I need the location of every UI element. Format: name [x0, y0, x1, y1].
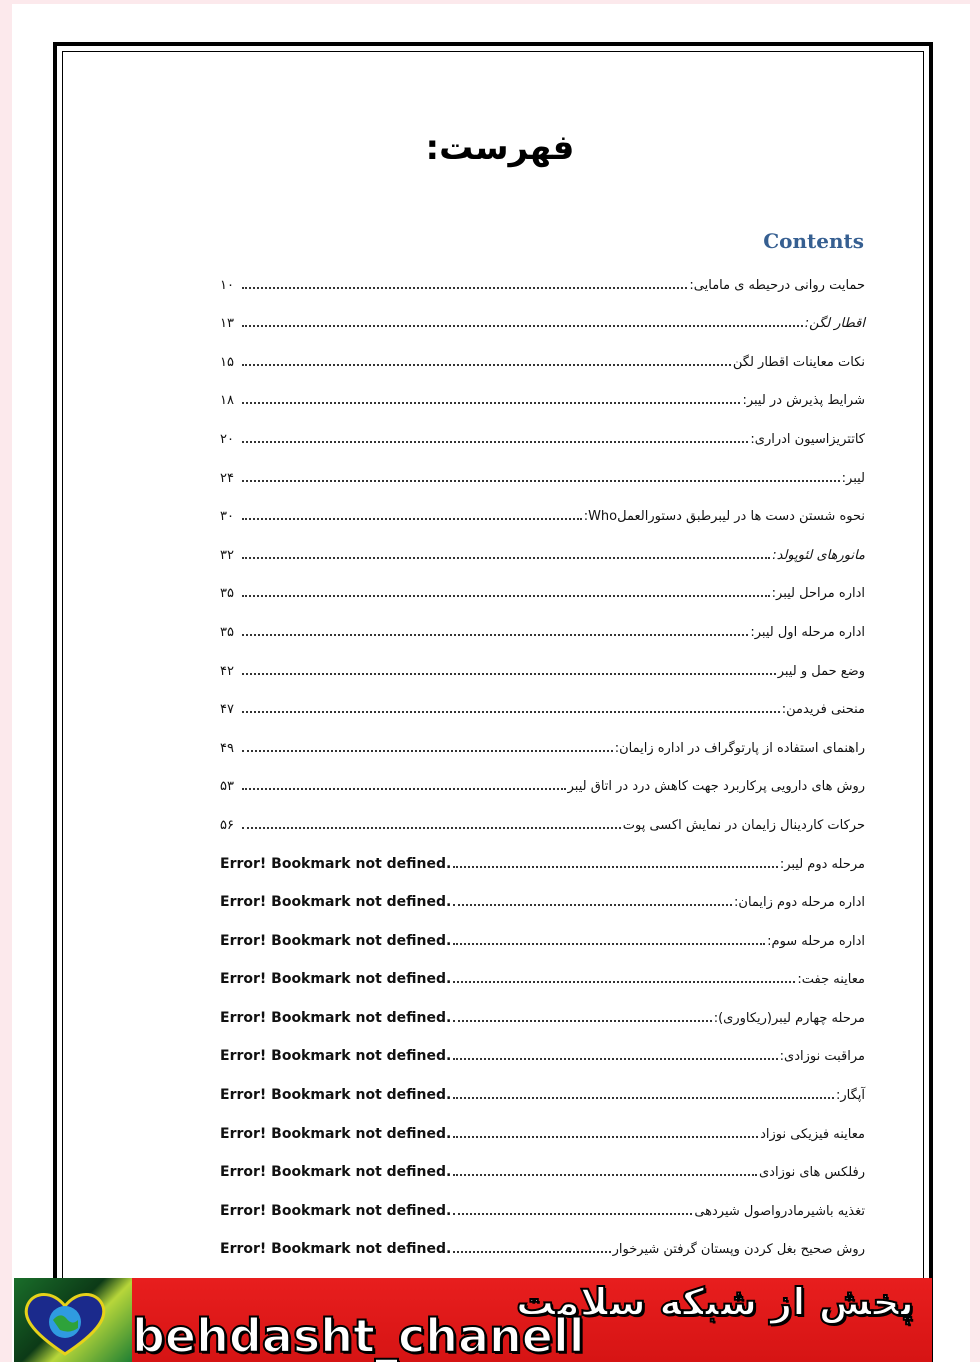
toc-entry[interactable]: [220, 494, 865, 533]
toc-entry[interactable]: [220, 687, 865, 726]
toc-dot-leader: [242, 788, 566, 790]
banner-channel-name: behdasht_chanell: [132, 1309, 585, 1362]
toc-dot-leader: [242, 325, 803, 327]
toc-dot-leader: [242, 441, 748, 443]
toc-entry-label: حرکات کاردینال زایمان در نمایش اکسی پوت: [622, 817, 865, 833]
toc-dot-leader: [242, 673, 776, 675]
toc-dot-leader: [242, 711, 780, 713]
toc-entry[interactable]: [220, 880, 865, 919]
toc-entry-page: ۵۳: [220, 779, 234, 795]
toc-entry-page: Error! Bookmark not defined.: [220, 932, 452, 949]
toc-dot-leader: [453, 1136, 758, 1138]
contents-heading: Contents: [763, 229, 864, 253]
page-title: فهرست:: [425, 128, 575, 168]
toc-dot-leader: [242, 518, 582, 520]
toc-entry-page: Error! Bookmark not defined.: [220, 1241, 452, 1258]
toc-entry-page: Error! Bookmark not defined.: [220, 1087, 452, 1104]
toc-entry-page: ۳۵: [220, 586, 234, 602]
toc-entry-label: مراقبت نوزادی:: [779, 1049, 865, 1065]
toc-dot-leader: [453, 1174, 757, 1176]
toc-entry[interactable]: [220, 957, 865, 996]
toc-entry-label: معاینه جفت:: [797, 972, 865, 988]
toc-dot-leader: [453, 1213, 692, 1215]
toc-entry-label: راهنمای استفاده از پارتوگراف در اداره زایمان:: [614, 740, 865, 756]
toc-entry[interactable]: [220, 725, 865, 764]
toc-entry-page: ۴۹: [220, 740, 234, 756]
toc-entry-label: مرحله چهارم لیبر(ریکاوری):: [713, 1010, 865, 1026]
toc-dot-leader: [453, 1097, 834, 1099]
banner-persian-text: پخش از شبکه سلامت: [516, 1280, 914, 1324]
toc-entry[interactable]: [220, 1188, 865, 1227]
toc-entry-page: ۲۴: [220, 470, 234, 486]
toc-dot-leader: [453, 981, 795, 983]
toc-entry-label: تغذیه باشیرمادرواصول شیردهی: [694, 1203, 865, 1219]
toc-dot-leader: [453, 904, 732, 906]
toc-entry[interactable]: [220, 455, 865, 494]
toc-entry-label: حمایت روانی درحیطه ی مامایی:: [689, 277, 865, 293]
toc-entry-page: ۱۸: [220, 393, 234, 409]
channel-banner: [14, 1278, 932, 1362]
toc-entry-label: رفلکس های نوزادی: [759, 1165, 865, 1181]
toc-entry-label: اداره مرحله دوم زایمان:: [734, 895, 865, 911]
toc-entry[interactable]: [220, 1150, 865, 1189]
table-of-contents: [220, 262, 865, 1265]
toc-entry-label: معاینه فیزیکی نوزاد: [760, 1126, 865, 1142]
channel-logo: [14, 1278, 132, 1362]
toc-entry-page: Error! Bookmark not defined.: [220, 855, 452, 872]
toc-entry[interactable]: [220, 841, 865, 880]
heart-globe-icon: [20, 1286, 110, 1358]
toc-entry-label: مرحله دوم لیبر:: [779, 856, 865, 872]
toc-entry-page: ۳۵: [220, 624, 234, 640]
toc-entry[interactable]: [220, 802, 865, 841]
toc-entry[interactable]: [220, 609, 865, 648]
toc-entry[interactable]: [220, 1227, 865, 1266]
toc-entry-page: Error! Bookmark not defined.: [220, 971, 452, 988]
toc-entry-label: اداره مراحل لیبر:: [771, 586, 865, 602]
toc-entry-page: Error! Bookmark not defined.: [220, 1009, 452, 1026]
toc-entry[interactable]: [220, 571, 865, 610]
toc-entry-page: ۱۳: [220, 316, 234, 332]
toc-dot-leader: [453, 1058, 777, 1060]
toc-dot-leader: [242, 364, 731, 366]
toc-entry-page: ۳۰: [220, 509, 234, 525]
toc-entry-page: ۱۵: [220, 354, 234, 370]
toc-dot-leader: [453, 866, 777, 868]
toc-entry[interactable]: [220, 1034, 865, 1073]
toc-entry-label: نحوه شستن دست ها در لیبرطبق دستورالعملWho:: [583, 509, 865, 525]
toc-entry-label: وضع حمل و لیبر: [777, 663, 865, 679]
toc-entry-label: روش صحیح بغل کردن وپستان گرفتن شیرخوار: [612, 1242, 865, 1258]
toc-entry-page: Error! Bookmark not defined.: [220, 1202, 452, 1219]
toc-entry-page: ۱۰: [220, 277, 234, 293]
toc-dot-leader: [453, 943, 765, 945]
toc-entry-page: ۲۰: [220, 431, 234, 447]
toc-entry-label: روش های دارویی پرکاربرد جهت کاهش درد در اتاق لیبر: [567, 779, 865, 795]
toc-entry-label: اداره مرحله سوم:: [767, 933, 865, 949]
toc-entry[interactable]: [220, 339, 865, 378]
toc-entry[interactable]: [220, 1111, 865, 1150]
toc-entry[interactable]: [220, 262, 865, 301]
toc-dot-leader: [242, 827, 621, 829]
toc-dot-leader: [242, 750, 613, 752]
toc-entry-page: ۴۲: [220, 663, 234, 679]
toc-dot-leader: [453, 1020, 711, 1022]
toc-entry-label: لیبر:: [841, 470, 865, 486]
toc-dot-leader: [242, 557, 770, 559]
toc-entry[interactable]: [220, 378, 865, 417]
toc-entry-label: آپگار:: [835, 1088, 865, 1104]
toc-entry-label: مانورهای لئوپولد:: [772, 547, 865, 563]
toc-dot-leader: [453, 1251, 610, 1253]
toc-entry[interactable]: [220, 648, 865, 687]
toc-entry-page: Error! Bookmark not defined.: [220, 1048, 452, 1065]
toc-entry[interactable]: [220, 764, 865, 803]
toc-entry-page: ۵۶: [220, 817, 234, 833]
toc-entry[interactable]: [220, 1072, 865, 1111]
toc-entry-page: ۴۷: [220, 702, 234, 718]
toc-entry-label: اداره مرحله اول لیبر:: [750, 624, 865, 640]
toc-entry-page: Error! Bookmark not defined.: [220, 1125, 452, 1142]
toc-dot-leader: [242, 287, 687, 289]
toc-dot-leader: [242, 595, 770, 597]
toc-entry[interactable]: [220, 416, 865, 455]
toc-entry[interactable]: [220, 918, 865, 957]
toc-entry-label: شرایط پذیرش در لیبر:: [742, 393, 865, 409]
toc-dot-leader: [242, 402, 740, 404]
toc-entry-label: کاتتریزاسیون ادراری:: [750, 431, 865, 447]
toc-entry[interactable]: [220, 532, 865, 571]
toc-entry[interactable]: [220, 995, 865, 1034]
toc-entry-label: اقطار لگن:: [804, 316, 865, 332]
toc-entry-label: نکات معاینات اقطار لگن: [732, 354, 865, 370]
toc-entry-page: Error! Bookmark not defined.: [220, 1164, 452, 1181]
toc-entry-page: Error! Bookmark not defined.: [220, 894, 452, 911]
toc-entry[interactable]: [220, 301, 865, 340]
toc-entry-page: ۳۲: [220, 547, 234, 563]
toc-dot-leader: [242, 634, 748, 636]
toc-entry-label: منحنی فریدمن:: [781, 702, 865, 718]
toc-dot-leader: [242, 480, 840, 482]
